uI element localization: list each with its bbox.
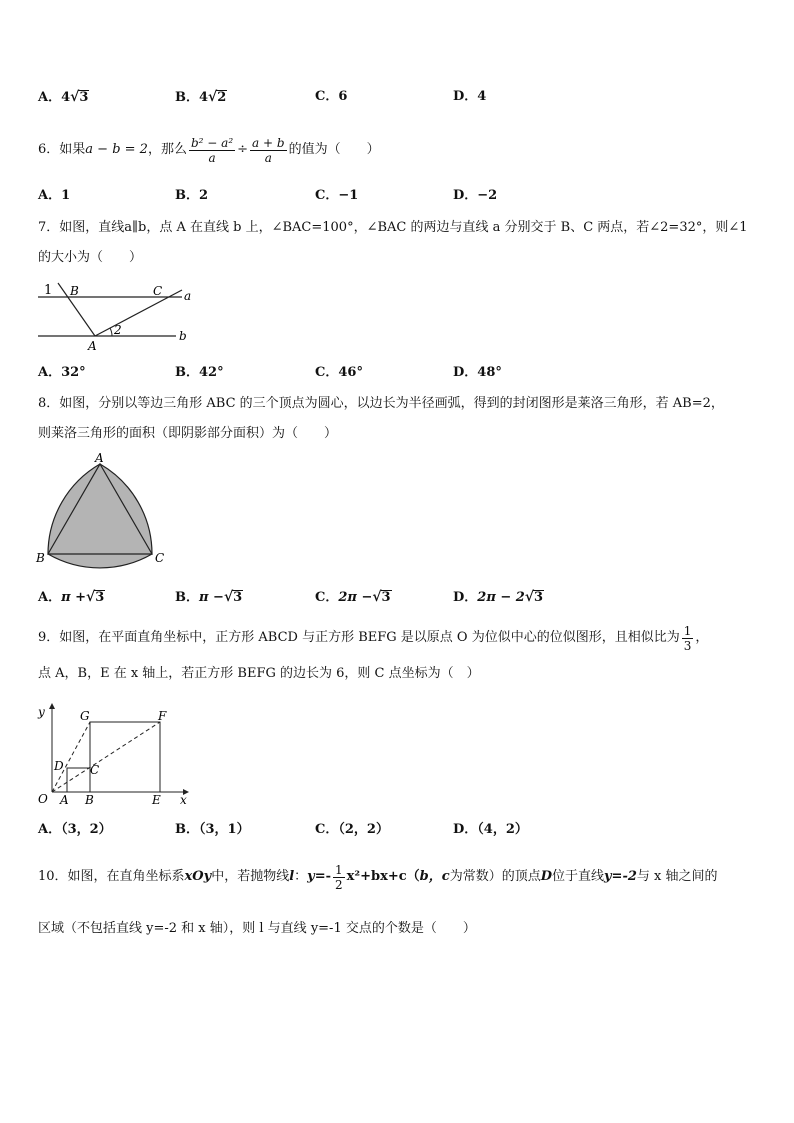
label-C: C xyxy=(155,551,165,565)
label-D: D xyxy=(54,759,64,773)
sqrt-symbol: √ xyxy=(223,589,234,605)
q5-option-d: D．4 xyxy=(453,89,487,104)
q6-option-c: C．−1 xyxy=(315,188,359,203)
label-C: C xyxy=(90,763,100,777)
sqrt-symbol: √ xyxy=(70,89,80,105)
sqrt-symbol: √ xyxy=(86,589,96,605)
sqrt-symbol: √ xyxy=(524,589,535,605)
angle-2-arc xyxy=(110,328,112,336)
ray-og xyxy=(52,722,90,792)
q7-option-b: B．42° xyxy=(175,365,224,380)
label-B: B xyxy=(85,793,94,807)
q10-half-fraction: $\frac{1}{2}$ xyxy=(335,862,343,892)
q9-stem-line1: 9．如图，在平面直角坐标中，正方形 ABCD 与正方形 BEFG 是以原点 O 为位似中心的位似图形，且相似比为 $\frac{1}{3}$ ， xyxy=(38,623,709,653)
q8-option-d: D．2π − 2√3 xyxy=(453,589,544,605)
q7-figure xyxy=(34,278,196,352)
q7-stem-line2: 的大小为（ ） xyxy=(38,250,143,265)
sqrt-symbol: √ xyxy=(372,589,382,605)
q5-option-a: A．4√3 xyxy=(38,89,89,105)
q6-stem: 6． 如果 a − b = 2 ，那么 $\frac{\text{b² − a²}}{a}$ ÷ $\frac{a + b}{a}$ 的值为（ ） xyxy=(38,135,380,165)
label-G: G xyxy=(80,709,90,723)
label-A: A xyxy=(88,339,97,352)
q10-stem-line1: 10．如图，在直角坐标系 xOy 中，若抛物线 l ： y =- $\frac{1}{2}$ x²+bx+c（ b，c 为常数）的顶点 D 位于直线 y=-2 与 x 轴之间的 xyxy=(38,862,718,892)
q8-figure xyxy=(34,450,172,570)
label-B: B xyxy=(70,284,79,298)
q6-option-a: A．1 xyxy=(38,188,71,203)
label-2: 2 xyxy=(114,323,122,337)
label-A: A xyxy=(60,793,69,807)
label-E: E xyxy=(152,793,161,807)
q9-option-a: A．（3，2） xyxy=(38,822,112,837)
q9-stem-line2: 点 A，B，E 在 x 轴上，若正方形 BEFG 的边长为 6，则 C 点坐标为（ ） xyxy=(38,666,480,681)
q9-ratio-fraction: $\frac{1}{3}$ xyxy=(683,623,692,653)
q8-stem-line1: 8．如图，分别以等边三角形 ABC 的三个顶点为圆心，以边长为半径画弧，得到的封闭图形是莱洛三角形，若 AB=2， xyxy=(38,396,724,411)
q6-fraction-2: $\frac{a + b}{a}$ xyxy=(252,135,285,165)
ray-of xyxy=(52,722,160,792)
label-C: C xyxy=(153,284,163,298)
label-A: A xyxy=(95,451,104,465)
q8-stem-line2: 则莱洛三角形的面积（即阴影部分面积）为（ ） xyxy=(38,426,338,441)
q6-fraction-1: $\frac{\text{b² − a²}}{a}$ xyxy=(190,135,234,165)
q9-figure xyxy=(34,700,194,810)
sqrt-symbol: √ xyxy=(208,89,218,105)
q7-option-c: C．46° xyxy=(315,365,363,380)
q8-option-b: B．π −√3 xyxy=(175,589,243,605)
q9-option-d: D．（4，2） xyxy=(453,822,528,837)
label-b: b xyxy=(179,329,187,343)
label-F: F xyxy=(158,709,167,723)
q5-option-c: C．6 xyxy=(315,89,348,104)
label-B: B xyxy=(36,551,45,565)
q7-option-d: D．48° xyxy=(453,365,502,380)
q8-option-c: C．2π −√3 xyxy=(315,589,391,605)
label-a: a xyxy=(184,289,192,303)
q9-option-c: C．（2，2） xyxy=(315,822,389,837)
q10-stem-line2: 区域（不包括直线 y=-2 和 x 轴），则 l 与直线 y=-1 交点的个数是（ ） xyxy=(38,921,476,936)
label-y: y xyxy=(38,705,45,719)
q9-option-b: B．（3，1） xyxy=(175,822,250,837)
label-O: O xyxy=(38,792,48,806)
label-x: x xyxy=(180,793,187,807)
y-axis-arrow-icon xyxy=(49,703,55,709)
q8-option-a: A．π +√3 xyxy=(38,589,105,605)
label-1: 1 xyxy=(44,283,53,298)
q5-option-b: B．4√2 xyxy=(175,89,227,105)
reuleaux-triangle xyxy=(48,464,152,568)
q7-stem-line1: 7．如图，直线a∥b，点 A 在直线 b 上，∠BAC=100°，∠BAC 的两边与直线 a 分别交于 B、C 两点，若∠2=32°，则∠1 xyxy=(38,220,748,235)
q7-option-a: A．32° xyxy=(38,365,86,380)
q6-option-b: B．2 xyxy=(175,188,209,203)
square-befg xyxy=(90,722,160,792)
q6-option-d: D．−2 xyxy=(453,188,498,203)
